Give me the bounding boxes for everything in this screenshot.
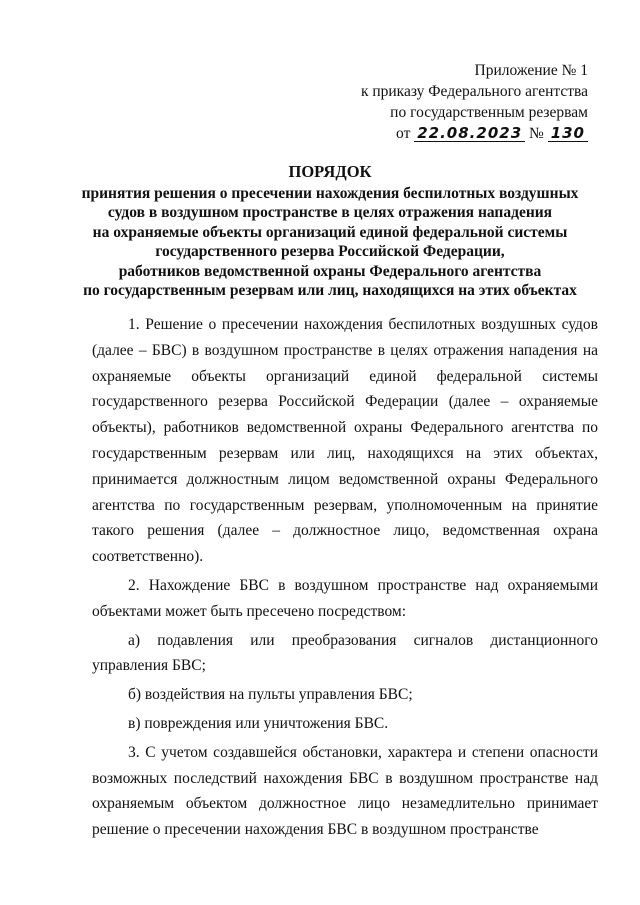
paragraph-2: 2. Нахождение БВС в воздушном пространстве над охраняемыми объектами может быть пресечено посредством: [92,576,598,620]
number-prefix: № [529,125,544,142]
appendix-agency: по государственным резервам [390,104,588,121]
date-prefix: от [396,125,411,142]
heading-line: работников ведомственной охраны Федерального агентства [118,262,542,280]
appendix-date-number-line [338,123,588,144]
heading-line: государственного резерва Российской Федерации, [155,243,505,260]
heading-line: принятия решения о пресечении нахождения беспилотных воздушных [81,184,579,202]
document-title: ПОРЯДОК [288,162,372,181]
appendix-order-ref: к приказу Федерального агентства [360,83,588,100]
list-item-c: в) повреждения или уничтожения БВС. [128,714,389,732]
handwritten-date: 22.08.2023 [414,125,525,142]
heading-line: судов в воздушном пространстве в целях отражения нападения [107,204,553,221]
appendix-title: Приложение № 1 [474,62,588,79]
handwritten-number: 130 [548,125,588,142]
list-item-b: б) воздействия на пульты управления БВС; [128,686,413,704]
document-heading [60,162,600,301]
document-body [92,312,598,843]
heading-line: по государственным резервам или лиц, находящихся на этих объектах [83,282,577,299]
paragraph-1: 1. Решение о пресечении нахождения беспилотных воздушных судов (далее – БВС) в воздушном пространстве в целях отражения нападения на охраняемые объекты организаций единой федеральной системы государственного резерва Российской Федерации (далее – охраняемые объекты), работников ведомственной охраны Федерального агентства по государственным резервам или лиц, находящихся на этих объектах, принимается должностным лицом ведомственной охраны Федерального агентства по государственным резервам, уполномоченным на принятие такого решения (далее – должностное лицо, ведомственная охрана соответственно). [92,316,598,566]
list-item-a: а) подавления или преобразования сигналов дистанционного управления БВС; [92,631,598,675]
appendix-block [338,60,588,144]
heading-line: на охраняемые объекты организаций единой федеральной системы [92,223,568,241]
paragraph-3: 3. С учетом создавшейся обстановки, характера и степени опасности возможных последствий нахождения БВС в воздушном пространстве над охраняемым объектом должностное лицо незамедлительно принимает решение о пресечении нахождения БВС в воздушном пространстве [92,743,598,839]
